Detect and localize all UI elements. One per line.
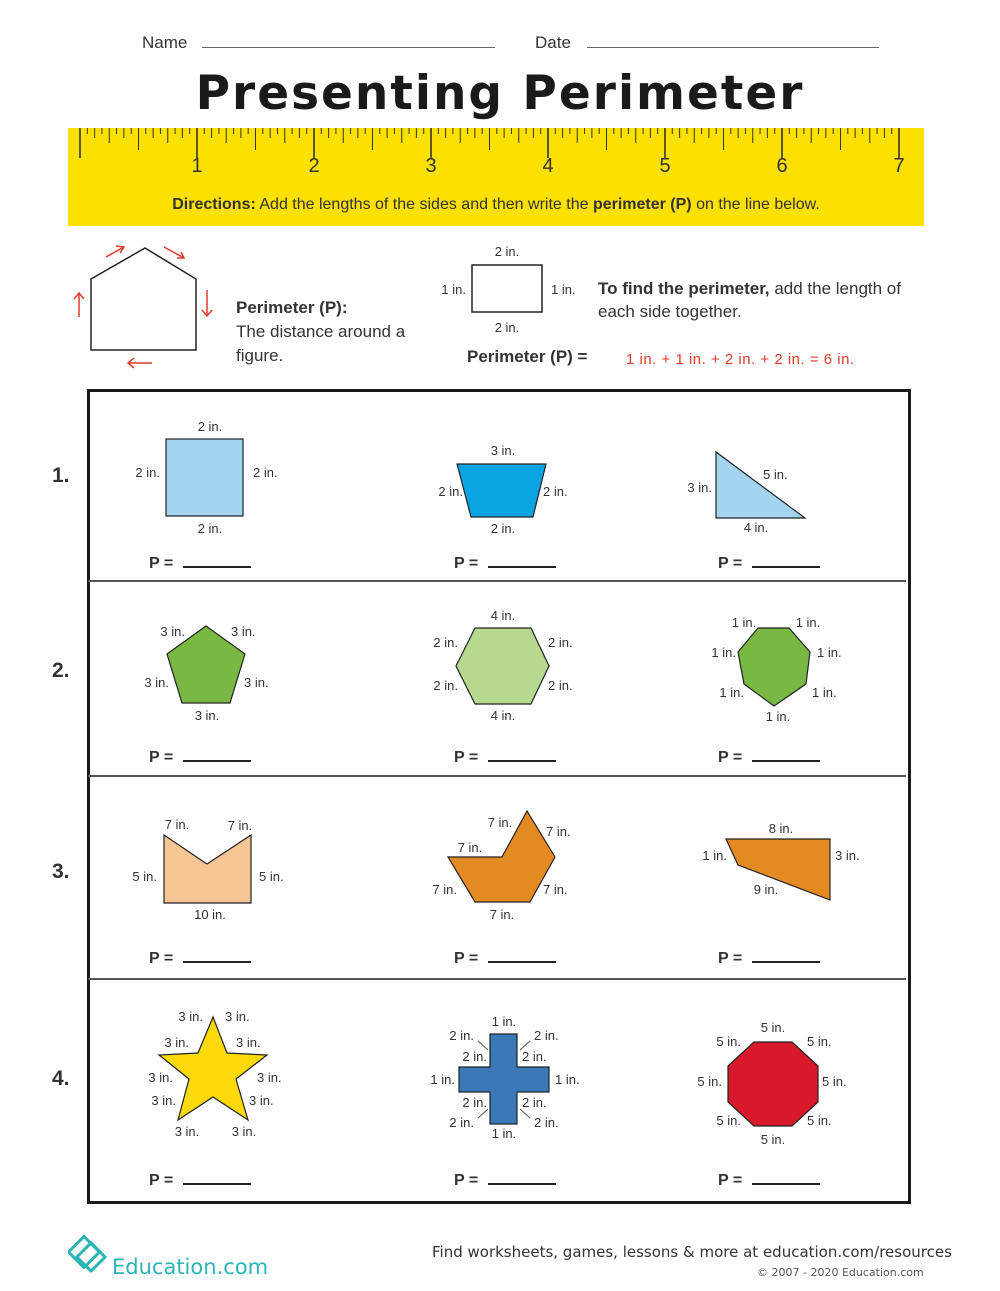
hexagon-figure [433, 608, 572, 723]
p-label: P = [454, 1172, 479, 1189]
side-label: 3 in. [490, 443, 516, 458]
side-label: 4 in. [490, 708, 516, 723]
p-label: P = [149, 950, 174, 967]
side-label: 8 in. [768, 821, 794, 836]
side-label: 3 in. [231, 1124, 257, 1139]
side-label: 1 in. [765, 709, 791, 724]
side-label: 2 in. [449, 1028, 474, 1043]
answer-blank[interactable] [752, 947, 820, 963]
side-label: 2 in. [534, 1115, 559, 1130]
p-label: P = [718, 950, 743, 967]
row-number: 2. [52, 659, 70, 682]
definition-text: The distance around a figure. [236, 322, 406, 365]
hexagon-shape [456, 628, 549, 704]
answer-line[interactable] [149, 1169, 251, 1190]
answer-blank[interactable] [488, 552, 556, 568]
example-top-label: 2 in. [494, 244, 520, 259]
directions-label: Directions: [172, 196, 256, 213]
notched-rectangle-shape [164, 835, 251, 903]
side-label: 3 in. [194, 708, 220, 723]
square-shape [166, 439, 243, 516]
side-label: 4 in. [743, 520, 769, 535]
example-left-label: 1 in. [441, 282, 466, 297]
answer-blank[interactable] [183, 552, 251, 568]
footer-tagline[interactable]: Find worksheets, games, lessons & more at education.com/resources [432, 1243, 952, 1261]
answer-line[interactable] [454, 1169, 556, 1190]
side-label: 1 in. [711, 645, 736, 660]
trapezoid-shape [457, 464, 546, 517]
side-label: 1 in. [795, 615, 821, 630]
side-label: 5 in. [807, 1034, 832, 1049]
side-label: 3 in. [225, 1009, 250, 1024]
side-label: 1 in. [555, 1072, 580, 1087]
cross-shape [459, 1034, 549, 1124]
side-label: 3 in. [687, 480, 712, 495]
side-label: 2 in. [462, 1095, 487, 1110]
row-number: 4. [52, 1067, 70, 1090]
side-label: 2 in. [522, 1049, 547, 1064]
side-label: 1 in. [719, 685, 744, 700]
page-title: Presenting Perimeter [195, 66, 805, 121]
side-label: 1 in. [817, 645, 842, 660]
answer-line[interactable] [718, 746, 820, 767]
side-label: 1 in. [491, 1126, 517, 1141]
p-label: P = [718, 1172, 743, 1189]
answer-blank[interactable] [752, 552, 820, 568]
side-label: 3 in. [148, 1070, 173, 1085]
p-label: P = [718, 749, 743, 766]
side-label: 7 in. [487, 815, 513, 830]
side-label: 7 in. [164, 817, 190, 832]
side-label: 3 in. [249, 1093, 274, 1108]
answer-blank[interactable] [183, 947, 251, 963]
side-label: 1 in. [731, 615, 757, 630]
answer-blank[interactable] [488, 746, 556, 762]
side-label: 2 in. [135, 465, 160, 480]
p-label: P = [149, 1172, 174, 1189]
answer-line[interactable] [454, 746, 556, 767]
answer-line[interactable] [718, 947, 820, 968]
copyright: © 2007 - 2020 Education.com [757, 1266, 924, 1279]
perimeter-equation-sum: 1 in. + 1 in. + 2 in. + 2 in. = 6 in. [626, 351, 855, 368]
side-label: 1 in. [702, 848, 727, 863]
octagon-figure [697, 1020, 846, 1147]
side-label: 2 in. [490, 521, 516, 536]
side-label: 7 in. [227, 818, 253, 833]
side-label: 3 in. [236, 1035, 261, 1050]
answer-line[interactable] [149, 746, 251, 767]
side-label: 2 in. [548, 678, 573, 693]
side-label: 5 in. [697, 1074, 722, 1089]
brand-name[interactable]: Education.com [112, 1255, 269, 1279]
p-label: P = [454, 950, 479, 967]
side-label: 7 in. [457, 840, 483, 855]
side-label: 3 in. [144, 675, 169, 690]
perimeter-equation-label: Perimeter (P) = [467, 347, 588, 366]
side-label: 1 in. [430, 1072, 455, 1087]
ruler-number: 7 [893, 155, 905, 177]
side-label: 2 in. [449, 1115, 474, 1130]
side-label: 3 in. [151, 1093, 176, 1108]
side-label: 2 in. [433, 635, 458, 650]
side-label: 3 in. [835, 848, 860, 863]
answer-line[interactable] [718, 552, 820, 573]
ruler-number: 5 [659, 155, 671, 177]
ruler-number: 1 [191, 155, 203, 177]
side-label: 3 in. [244, 675, 269, 690]
quadrilateral-figure [702, 821, 859, 900]
answer-line[interactable] [454, 552, 556, 573]
ruler-number: 3 [425, 155, 437, 177]
ruler-number: 4 [542, 155, 554, 177]
side-label: 5 in. [760, 1132, 786, 1147]
side-label: 5 in. [763, 467, 788, 482]
side-label: 4 in. [490, 608, 516, 623]
side-label: 2 in. [534, 1028, 559, 1043]
answer-blank[interactable] [752, 1169, 820, 1185]
side-label: 1 in. [491, 1014, 517, 1029]
side-label: 2 in. [433, 678, 458, 693]
side-label: 7 in. [546, 824, 571, 839]
side-label: 2 in. [522, 1095, 547, 1110]
side-label: 3 in. [257, 1070, 282, 1085]
find-perimeter-bold: To find the perimeter, [598, 279, 770, 298]
p-label: P = [149, 555, 174, 572]
answer-blank[interactable] [183, 746, 251, 762]
ruler-number: 2 [308, 155, 320, 177]
trapezoid-figure [438, 443, 567, 536]
row-number: 1. [52, 464, 70, 487]
notched-rectangle-figure [132, 817, 283, 922]
side-label: 2 in. [462, 1049, 487, 1064]
row-number: 3. [52, 860, 70, 883]
answer-line[interactable] [454, 947, 556, 968]
octagon-shape [728, 1042, 818, 1126]
education-logo-icon [68, 1235, 110, 1277]
side-label: 7 in. [489, 907, 515, 922]
side-label: 5 in. [822, 1074, 847, 1089]
directions-text-before: Add the lengths of the sides and then write the [259, 196, 589, 213]
example-bottom-label: 2 in. [494, 320, 520, 335]
answer-line[interactable] [149, 947, 251, 968]
side-label: 2 in. [548, 635, 573, 650]
heptagon-shape [738, 628, 810, 706]
answer-blank[interactable] [488, 1169, 556, 1185]
find-perimeter-rest: add the length of each side together. [598, 279, 901, 321]
p-label: P = [454, 749, 479, 766]
side-label: 2 in. [197, 521, 223, 536]
example-right-label: 1 in. [551, 282, 576, 297]
date-label: Date [535, 33, 571, 52]
p-label: P = [149, 749, 174, 766]
side-label: 9 in. [753, 882, 779, 897]
side-label: 2 in. [197, 419, 223, 434]
side-label: 3 in. [178, 1009, 203, 1024]
directions-text-after: on the line below. [696, 196, 820, 213]
heptagon-figure [711, 615, 841, 724]
arrow-hexagon-figure [432, 811, 570, 922]
side-label: 7 in. [543, 882, 568, 897]
definition-term: Perimeter (P): [236, 298, 348, 317]
side-label: 2 in. [543, 484, 568, 499]
answer-line[interactable] [718, 1169, 820, 1190]
side-label: 7 in. [432, 882, 457, 897]
right-triangle-figure [687, 452, 805, 535]
answer-blank[interactable] [752, 746, 820, 762]
side-label: 3 in. [174, 1124, 200, 1139]
name-label: Name [142, 33, 188, 52]
star-figure [148, 1009, 281, 1139]
cross-figure [430, 1014, 579, 1141]
side-label: 5 in. [132, 869, 157, 884]
answer-blank[interactable] [488, 947, 556, 963]
side-label: 2 in. [253, 465, 278, 480]
side-label: 5 in. [716, 1034, 741, 1049]
side-label: 5 in. [716, 1113, 741, 1128]
answer-line[interactable] [149, 552, 251, 573]
side-label: 3 in. [164, 1035, 189, 1050]
p-label: P = [718, 555, 743, 572]
pentagon-figure [144, 624, 268, 723]
side-label: 3 in. [160, 624, 185, 639]
side-label: 5 in. [807, 1113, 832, 1128]
side-label: 1 in. [812, 685, 837, 700]
side-label: 10 in. [194, 907, 226, 922]
square-figure [135, 419, 277, 536]
ruler-number: 6 [776, 155, 788, 177]
answer-blank[interactable] [183, 1169, 251, 1185]
triangle-shape [716, 452, 805, 518]
side-label: 5 in. [760, 1020, 786, 1035]
side-label: 3 in. [231, 624, 256, 639]
directions-term: perimeter (P) [592, 196, 692, 213]
side-label: 2 in. [438, 484, 463, 499]
side-label: 5 in. [259, 869, 284, 884]
p-label: P = [454, 555, 479, 572]
